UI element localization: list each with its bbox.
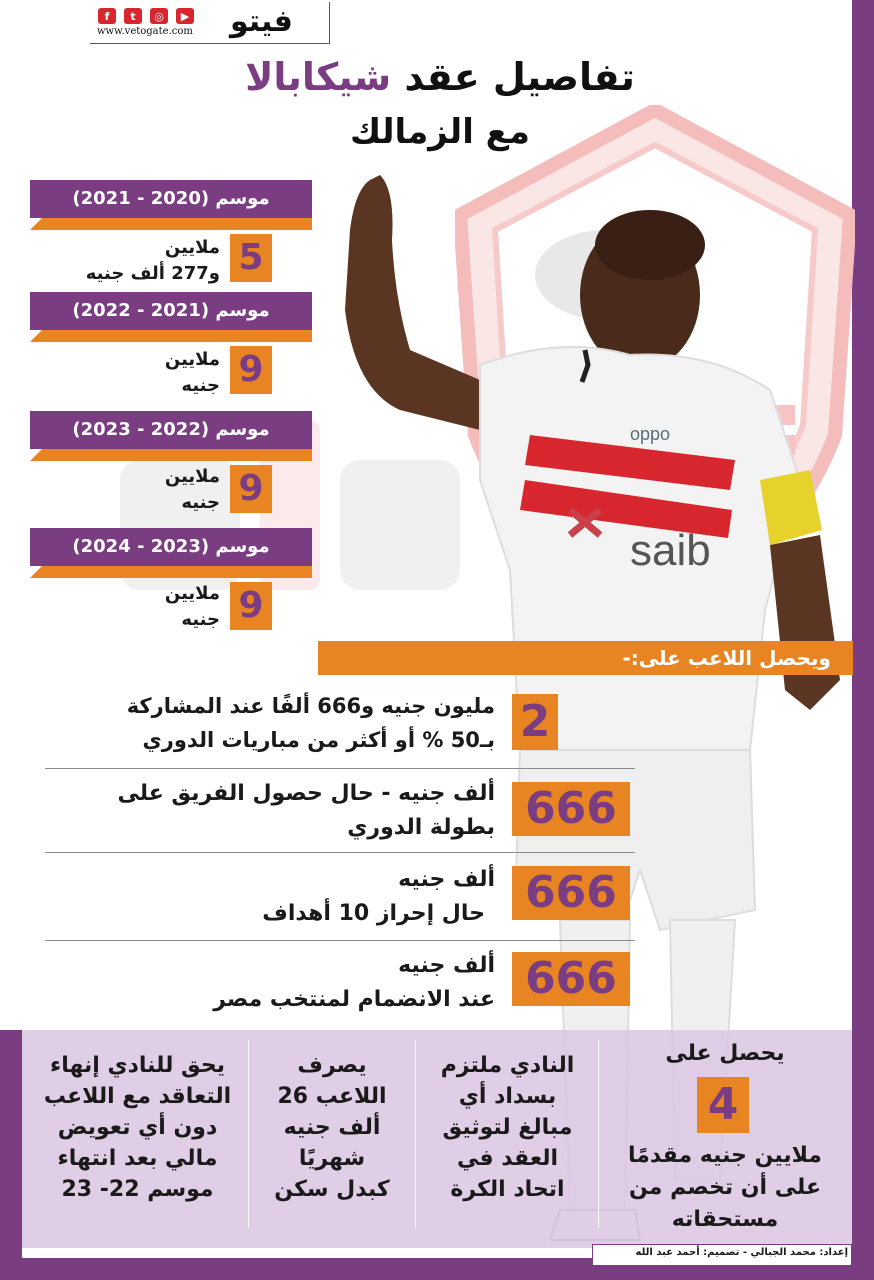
bonus-1-line1: مليون جنيه و666 ألفًا عند المشاركة	[126, 694, 495, 718]
termination-line3: دون أي تعويض	[57, 1115, 218, 1140]
season-2-label: موسم (2021 - 2022)	[30, 292, 312, 330]
season-1-number: 5	[230, 234, 272, 282]
season-4-value-line1: ملايين	[164, 583, 220, 604]
termination-line4: مالي بعد انتهاء	[57, 1146, 218, 1171]
club-obligation-line5: اتحاد الكرة	[450, 1177, 565, 1202]
club-obligation-line1: النادي ملتزم	[440, 1053, 575, 1078]
bonus-2-line1: ألف جنيه - حال حصول الفريق على	[117, 781, 495, 806]
svg-text:saib: saib	[630, 526, 711, 575]
title-prefix: تفاصيل عقد	[404, 55, 635, 99]
season-3-bar	[30, 449, 312, 461]
brand-logo: فيتو	[230, 4, 293, 39]
club-obligation-line2: بسداد أي	[458, 1084, 557, 1109]
bonus-4-line1: ألف جنيه	[398, 953, 495, 978]
social-links	[98, 8, 194, 24]
season-2-bar	[30, 330, 312, 342]
season-2-value-line2: جنيه	[181, 375, 220, 396]
svg-text:oppo: oppo	[630, 424, 671, 444]
season-1-value-line2: و277 ألف جنيه	[85, 263, 220, 284]
bonus-divider	[45, 940, 635, 941]
title-player-name: شيكابالا	[245, 55, 392, 99]
club-obligation-line3: مبالغ لتوثيق	[442, 1115, 573, 1140]
housing-allowance-line1: يصرف	[297, 1053, 367, 1078]
twitter-icon[interactable]: t	[124, 8, 142, 24]
page-title-line1	[240, 55, 640, 99]
advance-line1: ملايين جنيه مقدمًا	[628, 1143, 822, 1168]
advance-label: يحصل على	[665, 1041, 785, 1066]
housing-allowance-line5: كبدل سكن	[274, 1177, 390, 1202]
advance-line3: مستحقاته	[671, 1207, 779, 1232]
termination-line1: يحق للنادي إنهاء	[49, 1053, 226, 1078]
season-3-label: موسم (2022 - 2023)	[30, 411, 312, 449]
youtube-icon[interactable]: ▶	[176, 8, 194, 24]
season-3-value-line2: جنيه	[181, 492, 220, 513]
housing-allowance-line2: اللاعب 26	[277, 1084, 387, 1109]
season-4-value-line2: جنيه	[181, 609, 220, 630]
season-3-number: 9	[230, 465, 272, 513]
column-separator	[598, 1040, 599, 1228]
season-4-label: موسم (2023 - 2024)	[30, 528, 312, 566]
season-3-value-line1: ملايين	[164, 466, 220, 487]
bonus-divider	[45, 768, 635, 769]
season-4-number: 9	[230, 582, 272, 630]
bonuses-heading: ويحصل اللاعب على:-	[318, 641, 853, 675]
frame-left-border	[0, 1030, 22, 1260]
bonus-4-line2: عند الانضمام لمنتخب مصر	[213, 987, 495, 1012]
bonus-3-line2: حال إحراز 10 أهداف	[262, 901, 485, 926]
facebook-icon[interactable]: f	[98, 8, 116, 24]
bonus-3-line1: ألف جنيه	[398, 867, 495, 892]
credits: إعداد: محمد الجبالي - تصميم: أحمد عبد الله	[635, 1247, 848, 1258]
season-1-value-line1: ملايين	[164, 237, 220, 258]
bonus-3-number: 666	[512, 866, 630, 920]
page-title-line2: مع الزمالك	[350, 112, 530, 152]
housing-allowance-line4: شهريًا	[298, 1146, 366, 1171]
season-4-bar	[30, 566, 312, 578]
club-obligation-line4: العقد في	[456, 1146, 559, 1171]
season-1-bar	[30, 218, 312, 230]
season-1-label: موسم (2020 - 2021)	[30, 180, 312, 218]
bonus-divider	[45, 852, 635, 853]
season-2-number: 9	[230, 346, 272, 394]
termination-line2: التعاقد مع اللاعب	[43, 1084, 232, 1109]
advance-line2: على أن تخصم من	[628, 1175, 822, 1200]
termination-line5: موسم 22- 23	[61, 1177, 214, 1202]
housing-allowance-line3: ألف جنيه	[283, 1115, 381, 1140]
season-2-value-line1: ملايين	[164, 349, 220, 370]
bonus-4-number: 666	[512, 952, 630, 1006]
bonus-1-line2: بـ50 % أو أكثر من مباريات الدوري	[142, 728, 495, 752]
bonus-2-number: 666	[512, 782, 630, 836]
column-separator	[248, 1040, 249, 1228]
website-url[interactable]: www.vetogate.com	[97, 26, 193, 37]
advance-number: 4	[697, 1077, 749, 1133]
column-separator	[415, 1040, 416, 1228]
bonus-2-line2: بطولة الدوري	[347, 815, 495, 840]
bonus-1-number: 2	[512, 694, 558, 750]
instagram-icon[interactable]: ◎	[150, 8, 168, 24]
